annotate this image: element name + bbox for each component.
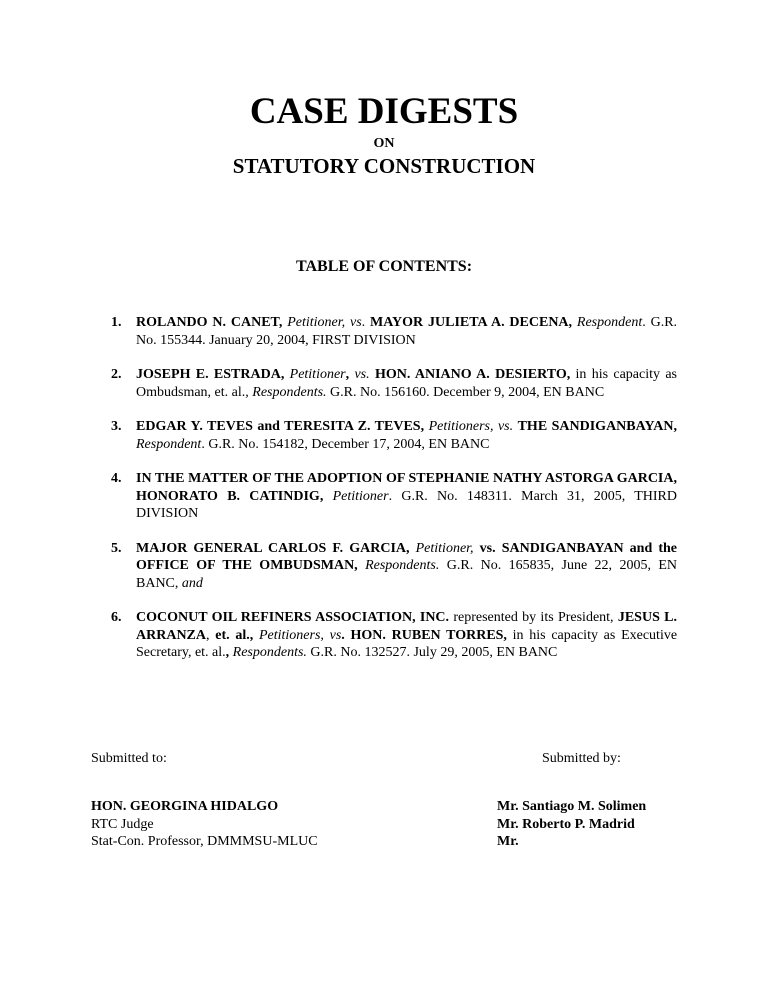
- toc-item-text: JESUS L. ARRANZA: [136, 610, 677, 643]
- toc-item-text: HON. RUBEN TORRES,: [350, 627, 507, 643]
- submitter-name: Mr. Roberto P. Madrid: [497, 816, 635, 832]
- document-on-label: ON: [373, 136, 395, 151]
- submitted-to-label: Submitted to:: [91, 751, 167, 766]
- toc-item-text: Petitioners, vs: [258, 627, 342, 643]
- toc-item: [111, 470, 677, 523]
- toc-item-text: .: [341, 627, 351, 643]
- recipient-role: RTC Judge: [91, 816, 154, 832]
- toc-item-text: ,: [345, 367, 350, 382]
- toc-item-number: 2.: [111, 367, 122, 382]
- toc-item-text: Petitioner: [289, 367, 346, 382]
- toc-item: [111, 314, 677, 349]
- toc-item-text: G.R. No. 156160. December 9, 2004, EN BANC: [326, 384, 605, 400]
- toc-item-text: IN THE MATTER OF THE ADOPTION OF STEPHANIE NATHY ASTORGA GARCIA, HONORATO B. CATINDIG,: [136, 471, 677, 504]
- toc-item-text: . G.R. No. 154182, December 17, 2004, EN BANC: [201, 436, 490, 452]
- toc-item-text: MAJOR GENERAL CARLOS F. GARCIA,: [136, 540, 410, 556]
- toc-item-text: .: [361, 315, 371, 330]
- toc-item-number: 5.: [111, 540, 122, 556]
- toc-item-text: in his capacity as Ombudsman, et. al.,: [136, 367, 677, 400]
- toc-item-text: . G.R. No. 155344. January 20, 2004, FIRST DIVISION: [136, 315, 678, 348]
- toc-item-text: Respondents.: [252, 384, 327, 400]
- document-subtitle: STATUTORY CONSTRUCTION: [232, 154, 536, 178]
- toc-item-text: Petitioners, vs.: [428, 419, 514, 434]
- toc-item-text: Petitioner,: [415, 540, 474, 556]
- toc-item-number: 6.: [111, 610, 122, 625]
- document-title: CASE DIGESTS: [249, 91, 519, 132]
- submitter-name: Mr. Santiago M. Solimen: [497, 799, 647, 814]
- submitted-by-block: [497, 798, 646, 851]
- toc-item-text: . G.R. No. 148311. March 31, 2005, THIRD DIVISION: [136, 488, 677, 521]
- toc-item: [111, 418, 677, 453]
- toc-item: [111, 366, 677, 401]
- toc-item-number: 4.: [111, 471, 122, 486]
- submitted-to-block: [91, 798, 318, 851]
- toc-item-text: ,: [225, 645, 230, 660]
- toc-item: [111, 540, 677, 593]
- toc-item-text: [358, 558, 365, 573]
- submitter-name: Mr.: [497, 834, 519, 849]
- toc-heading: TABLE OF CONTENTS:: [295, 258, 473, 275]
- toc-item-text: Respondent: [576, 315, 643, 330]
- toc-item-text: Respondent: [136, 436, 202, 452]
- recipient-position: Stat-Con. Professor, DMMMSU-MLUC: [91, 834, 318, 849]
- toc-item-text: Petitioner: [332, 488, 389, 504]
- toc-item-text: and: [181, 575, 203, 591]
- toc-item-text: G.R. No. 132527. July 29, 2005, EN BANC: [306, 645, 558, 660]
- recipient-name: HON. GEORGINA HIDALGO: [91, 799, 279, 814]
- toc-item-text: ,: [206, 627, 216, 643]
- toc-item-text: vs.: [354, 367, 370, 382]
- toc-item-text: COCONUT OIL REFINERS ASSOCIATION, INC.: [136, 610, 450, 625]
- toc-item: [111, 609, 677, 662]
- toc-list: [111, 314, 677, 679]
- submitted-by-label: Submitted by:: [542, 751, 621, 766]
- toc-item-number: 3.: [111, 419, 122, 434]
- toc-item-text: HON. ANIANO A. DESIERTO,: [374, 367, 571, 382]
- toc-item-text: THE SANDIGANBAYAN,: [517, 419, 678, 434]
- toc-item-text: G.R. No. 165835, June 22, 2005, EN BANC,: [136, 558, 677, 591]
- toc-item-text: ROLANDO N. CANET,: [136, 315, 283, 330]
- toc-item-text: MAYOR JULIETA A. DECENA,: [370, 315, 573, 330]
- toc-item-text: represented by its President,: [449, 610, 618, 625]
- toc-item-number: 1.: [111, 315, 122, 330]
- toc-item-text: in his capacity as Executive Secretary, et. al.: [136, 627, 678, 660]
- toc-item-text: vs. SANDIGANBAYAN and the OFFICE OF THE OMBUDSMAN,: [136, 540, 677, 573]
- toc-item-text: EDGAR Y. TEVES and TERESITA Z. TEVES,: [136, 419, 425, 434]
- toc-item-text: Petitioner, vs: [287, 315, 362, 330]
- toc-item-text: et. al.,: [215, 627, 254, 643]
- toc-item-text: Respondents.: [232, 645, 307, 660]
- toc-item-text: [323, 489, 332, 504]
- toc-item-text: Respondents.: [365, 558, 440, 573]
- toc-item-text: JOSEPH E. ESTRADA,: [136, 367, 285, 382]
